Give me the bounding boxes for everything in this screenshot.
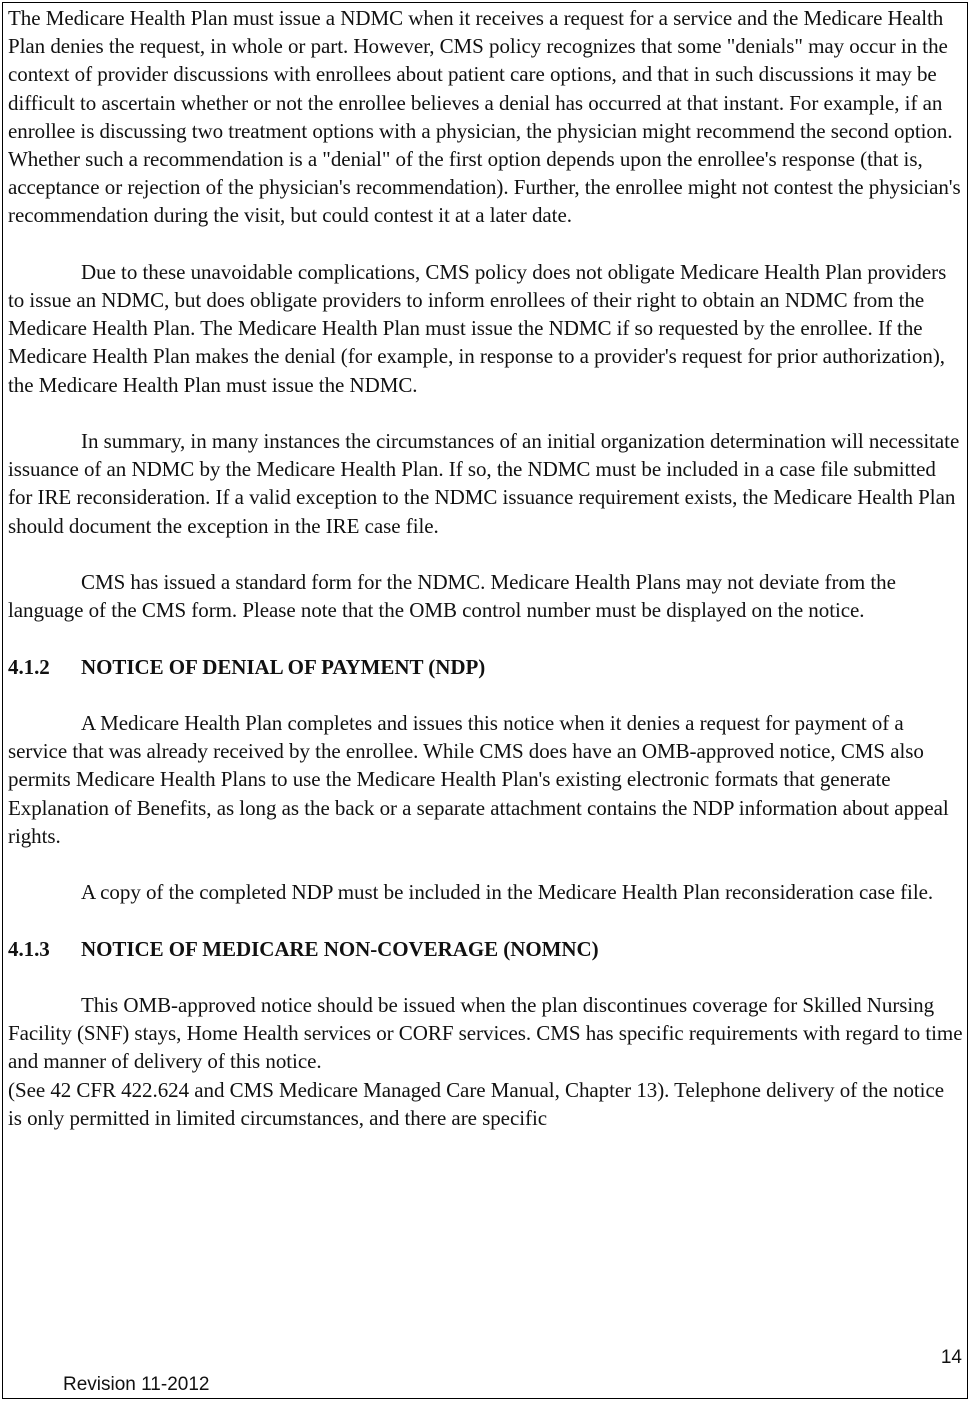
section-number: 4.1.3 bbox=[8, 936, 50, 961]
section-title: NOTICE OF MEDICARE NON-COVERAGE (NOMNC) bbox=[81, 936, 599, 961]
paragraph-unavoidable-complications: Due to these unavoidable complications, CMS policy does not obligate Medicare Health Plan providers to issue an NDMC, but does obligate providers to inform enrollees of their right to obtain an NDMC from the Medicare Health Plan. The Medicare Health Plan must issue the NDMC if so requested by the enrollee. If the Medicare Health Plan makes the denial (for example, in response to a provider's request for prior authorization), the Medicare Health Plan must issue the NDMC. bbox=[8, 259, 947, 397]
document-body bbox=[8, 4, 963, 1132]
paragraph-nomnc-line1: This OMB-approved notice should be issued when the plan discontinues coverage for Skilled Nursing Facility (SNF) stays, Home Health services or CORF services. CMS has specific requirements with regard to time and manner of delivery of this notice. bbox=[8, 992, 963, 1074]
revision-label: Revision 11-2012 bbox=[63, 1374, 210, 1395]
section-heading-4-1-2 bbox=[8, 653, 963, 681]
section-title: NOTICE OF DENIAL OF PAYMENT (NDP) bbox=[81, 654, 486, 679]
section-heading-4-1-3 bbox=[8, 935, 963, 963]
paragraph-summary: In summary, in many instances the circumstances of an initial organization determination will necessitate issuance of an NDMC by the Medicare Health Plan. If so, the NDMC must be included in a case file submitted for IRE reconsideration. If a valid exception to the NDMC issuance requirement exists, the Medicare Health Plan should document the exception in the IRE case file. bbox=[8, 429, 960, 538]
paragraph-nomnc-line2: (See 42 CFR 422.624 and CMS Medicare Managed Care Manual, Chapter 13). Telephone delivery of the notice is only permitted in limited circumstances, and there are specific bbox=[8, 1077, 945, 1130]
paragraph-standard-form: CMS has issued a standard form for the NDMC. Medicare Health Plans may not deviate from the language of the CMS form. Please note that the OMB control number must be displayed on the notice. bbox=[8, 570, 896, 623]
paragraph-ndp-description: A Medicare Health Plan completes and issues this notice when it denies a request for payment of a service that was already received by the enrollee. While CMS does have an OMB-approved notice, CMS also permits Medicare Health Plans to use the Medicare Health Plan's existing electronic formats that generate Explanation of Benefits, as long as the back or a separate attachment contains the NDP information about appeal rights. bbox=[8, 711, 949, 848]
paragraph-nomnc-description bbox=[8, 991, 963, 1132]
paragraph-ndp-copy: A copy of the completed NDP must be included in the Medicare Health Plan reconsideration case file. bbox=[81, 880, 934, 905]
paragraph-ndmc-intro: The Medicare Health Plan must issue a NDMC when it receives a request for a service and the Medicare Health Plan denies the request, in whole or part. However, CMS policy recognizes that some "denials" may occur in the context of provider discussions with enrollees about patient care options, and that in such discussions it may be difficult to ascertain whether or not the enrollee believes a denial has occurred at that instant. For example, if an enrollee is discussing two treatment options with a physician, the physician might recommend the second option. Whether such a recommendation is a "denial" of the first option depends upon the enrollee's response (that is, acceptance or rejection of the physician's recommendation). Further, the enrollee might not contest the physician's recommendation during the visit, but could contest it at a later date. bbox=[8, 6, 961, 228]
page-number: 14 bbox=[940, 1347, 962, 1368]
section-number: 4.1.2 bbox=[8, 654, 50, 679]
